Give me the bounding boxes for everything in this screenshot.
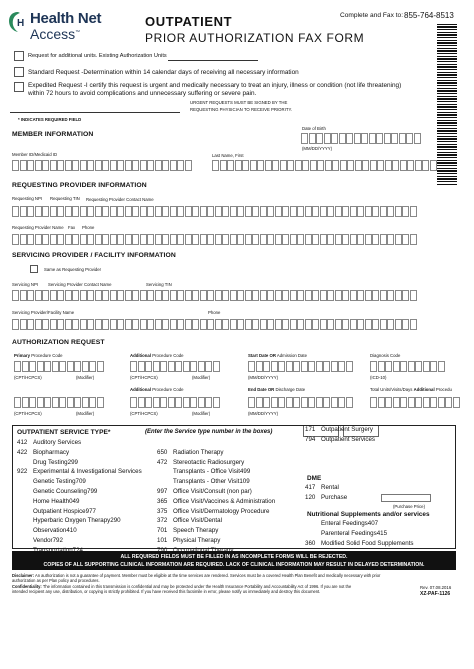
service-col-1 xyxy=(17,438,157,556)
service-code: 171 xyxy=(305,426,316,433)
additional-units-label: Request for additional units. Existing Authorization Units xyxy=(28,53,167,59)
cpt-format-2: (CPT/HCPCS) xyxy=(130,375,158,380)
service-item xyxy=(17,487,157,497)
requesting-npi-label: Requesting NPI xyxy=(12,196,43,201)
service-code: 997 xyxy=(157,487,168,495)
logo-text-line2: Access™ xyxy=(30,26,81,42)
service-item xyxy=(157,516,307,526)
end-date-boxes[interactable] xyxy=(248,397,353,408)
service-code: 422 xyxy=(17,448,28,456)
service-item xyxy=(157,458,307,468)
signature-line[interactable] xyxy=(10,112,180,113)
date-format-1: (MM/DD/YYYY) xyxy=(248,375,279,380)
cpt-format-4: (CPT/HCPCS) xyxy=(130,411,158,416)
service-label: Drug Testing299 xyxy=(33,458,78,466)
urgent-note-2: REQUESTING PHYSICIAN TO RECEIVE PRIORITY. xyxy=(190,107,292,112)
service-item xyxy=(305,435,455,445)
units-line xyxy=(168,60,258,61)
service-label: Experimental & Investigational Services xyxy=(33,468,142,476)
requesting-tin-label: Requesting TIN xyxy=(50,196,80,201)
service-label: Outpatient Hospice977 xyxy=(33,507,96,515)
notice-line-2: COPIES OF ALL SUPPORTING CLINICAL INFORMATION ARE REQUIRED. LACK OF CLINICAL INFORMATION MAY RESULT IN DELAYED DETERMINATION. xyxy=(43,562,425,568)
primary-proc-boxes-2[interactable] xyxy=(14,397,104,408)
barcode xyxy=(437,24,457,186)
service-label: Rental xyxy=(321,484,339,491)
required-note: * INDICATES REQUIRED FIELD xyxy=(18,117,82,122)
icd-format: (ICD-10) xyxy=(370,375,387,380)
service-code: 417 xyxy=(305,484,316,491)
service-code: 922 xyxy=(17,468,28,476)
service-label: Physical Therapy xyxy=(173,536,221,544)
cpt-format-3: (CPT/HCPCS) xyxy=(14,411,42,416)
svg-text:H: H xyxy=(17,18,25,29)
expedited-request-line1: Expedited Request -I certify this request is urgent and medically necessary to treat an injury, illness or condition (not life threatening) xyxy=(28,82,402,89)
purchase-price-input[interactable] xyxy=(381,494,431,502)
service-label: Genetic Counseling799 xyxy=(33,487,98,495)
logo xyxy=(8,8,118,48)
servicing-tin-label: Servicing TIN xyxy=(146,282,172,287)
member-name-boxes[interactable] xyxy=(212,160,437,171)
mod-format-4: (Modifier) xyxy=(192,411,211,416)
units-boxes[interactable] xyxy=(370,397,460,408)
service-item xyxy=(17,497,157,507)
service-label: Transplants - Office Visit499 xyxy=(173,468,251,476)
form-subtitle: PRIOR AUTHORIZATION FAX FORM xyxy=(145,31,365,45)
service-item xyxy=(157,467,307,477)
member-id-boxes[interactable] xyxy=(12,160,192,171)
notice-line-1: ALL REQUIRED FIELDS MUST BE FILLED IN AS INCOMPLETE FORMS WILL BE REJECTED. xyxy=(120,554,348,560)
additional-proc-label-2: Additional Procedure Code xyxy=(130,387,184,392)
start-date-label: Start Date OR Admission Date xyxy=(248,353,307,358)
service-label: Auditory Services xyxy=(33,439,82,446)
additional-proc-label-1: Additional Procedure Code xyxy=(130,353,184,358)
same-as-requesting-checkbox[interactable] xyxy=(30,265,38,273)
service-item xyxy=(17,516,157,526)
revision: Rev. 07.08.2016 xyxy=(420,585,452,590)
service-item xyxy=(157,536,307,546)
disclaimer: Disclaimer: An authorization is not a guarantee of payment. Member must be eligible at the time services are rendered. Services must be a covered Health Plan Benefit and medically necessary with prior authorization as per Plan policy and procedures. Confidentiality: The information contained in this transmission is confidential and may be protected under the Health Insurance Portability and Accountability Act of 1996. If you are not the intended recipient any use, distribution, or copying is strictly prohibited. If you have received this facsimile in error, please notify us immediately and destroy this document. xyxy=(12,573,381,594)
service-label: Radiation Therapy xyxy=(173,448,224,456)
member-heading: MEMBER INFORMATION xyxy=(12,131,94,138)
notice-bar xyxy=(12,551,456,570)
service-label: Speech Therapy xyxy=(173,527,219,535)
expedited-request-line2: within 72 hours to avoid complications and unnecessary suffering or severe pain. xyxy=(28,90,257,97)
service-item xyxy=(157,487,307,497)
requesting-name-label: Requesting Provider Name xyxy=(12,225,64,230)
service-item xyxy=(17,448,157,458)
service-item xyxy=(305,519,455,529)
primary-proc-boxes[interactable] xyxy=(14,361,104,372)
dob-label: Date of Birth xyxy=(302,126,326,131)
additional-units-checkbox[interactable] xyxy=(14,51,24,61)
dme-heading: DME xyxy=(307,475,322,482)
expedited-request-checkbox[interactable] xyxy=(14,82,24,92)
service-item xyxy=(305,529,455,539)
service-item xyxy=(17,526,157,536)
service-item xyxy=(305,425,455,435)
fax-number: 855-764-8513 xyxy=(404,11,454,20)
diag-code-label: Diagnosis Code xyxy=(370,353,401,358)
servicing-phone-label: Phone xyxy=(208,310,221,315)
additional-proc-boxes-1[interactable] xyxy=(130,361,220,372)
service-item xyxy=(305,493,455,503)
service-type-instruction: (Enter the Service type number in the boxes) xyxy=(145,429,273,435)
member-name-label: Last Name, First xyxy=(212,153,244,158)
service-code: 365 xyxy=(157,497,168,505)
service-label: Office Visit/Vaccines & Administration xyxy=(173,497,276,505)
service-label: Biopharmacy xyxy=(33,448,70,456)
service-item xyxy=(17,507,157,517)
logo-mark-icon xyxy=(8,11,28,33)
end-date-label: End Date OR Discharge Date xyxy=(248,387,306,392)
dme-list xyxy=(305,483,455,503)
service-code: 375 xyxy=(157,507,168,515)
requesting-fax-label: Fax xyxy=(68,225,76,230)
service-code: 372 xyxy=(157,517,168,525)
service-item xyxy=(157,438,307,448)
service-item xyxy=(17,477,157,487)
service-type-panel xyxy=(12,425,456,549)
servicing-npi-label: Servicing NPI xyxy=(12,282,39,287)
standard-request-label: Standard Request -Determination within 14 calendar days of receiving all necessary information xyxy=(28,69,299,76)
service-item xyxy=(305,539,455,549)
service-type-heading: OUTPATIENT SERVICE TYPE* xyxy=(17,429,111,436)
requesting-name-boxes[interactable] xyxy=(12,234,417,245)
urgent-note-1: URGENT REQUESTS MUST BE SIGNED BY THE xyxy=(190,100,288,105)
service-item xyxy=(17,458,157,468)
auth-heading: AUTHORIZATION REQUEST xyxy=(12,339,105,346)
service-label: Outpatient Services xyxy=(321,435,375,443)
service-label: Home Health049 xyxy=(33,497,80,505)
service-label: Office Visit/Dental xyxy=(173,517,222,525)
requesting-heading: REQUESTING PROVIDER INFORMATION xyxy=(12,182,147,189)
nutri-heading: Nutritional Supplements and/or services xyxy=(307,511,430,518)
nutri-list xyxy=(305,519,455,548)
service-label: Genetic Testing709 xyxy=(33,478,86,486)
servicing-npi-boxes[interactable] xyxy=(12,290,417,301)
service-col-2 xyxy=(157,438,307,556)
service-label: Outpatient Surgery xyxy=(321,426,373,433)
service-label: Enteral Feedings407 xyxy=(321,520,379,527)
service-item xyxy=(157,526,307,536)
primary-proc-label: Primary Procedure Code xyxy=(14,353,63,358)
units-label: Total Units/Visits/Days Additional Procedu xyxy=(370,387,452,392)
service-item xyxy=(157,477,307,487)
service-item xyxy=(17,438,157,448)
member-id-label: Member ID/Medicaid ID xyxy=(12,152,58,157)
mod-format-2: (Modifier) xyxy=(192,375,211,380)
service-col-3 xyxy=(305,425,455,445)
service-label: Vendor792 xyxy=(33,536,63,544)
dob-format: (MM/DD/YYYY) xyxy=(302,146,333,151)
service-label: Purchase xyxy=(321,493,348,501)
same-as-requesting-label: Same as Requesting Provider xyxy=(44,267,102,272)
service-code: 120 xyxy=(305,493,316,501)
requesting-contact-label: Requesting Provider Contact Name xyxy=(86,197,154,202)
service-label: Stereotactic Radiosurgery xyxy=(173,458,245,466)
service-code: 412 xyxy=(17,439,28,446)
requesting-phone-label: Phone xyxy=(82,225,95,230)
servicing-contact-label: Servicing Provider Contact Name xyxy=(48,282,112,287)
logo-text-line1: Health Net xyxy=(30,10,102,27)
service-label: Office Visit/Consult (non par) xyxy=(173,487,252,495)
diag-code-boxes[interactable] xyxy=(370,361,445,372)
service-label: Observation410 xyxy=(33,527,77,535)
service-code: 472 xyxy=(157,458,168,466)
service-label: Hyperbaric Oxygen Therapy290 xyxy=(33,517,121,525)
service-code: 701 xyxy=(157,527,168,535)
service-item xyxy=(17,536,157,546)
purchase-price-label: (Purchase Price) xyxy=(393,504,425,509)
service-label: Modified Solid Food Supplements xyxy=(321,539,414,547)
cpt-format-1: (CPT/HCPCS) xyxy=(14,375,42,380)
standard-request-checkbox[interactable] xyxy=(14,67,24,77)
service-code: 101 xyxy=(157,536,168,544)
servicing-name-label: Servicing Provider/Facility Name xyxy=(12,310,75,315)
service-item xyxy=(305,483,455,493)
form-code: XZ-PAF-1126 xyxy=(420,591,451,597)
mod-format-1: (Modifier) xyxy=(76,375,95,380)
service-code: 650 xyxy=(157,448,168,456)
service-item xyxy=(157,497,307,507)
service-item xyxy=(17,467,157,477)
service-item xyxy=(157,448,307,458)
date-format-2: (MM/DD/YYYY) xyxy=(248,411,279,416)
service-code: 794 xyxy=(305,435,316,443)
service-label: Office Visit/Dermatology Procedure xyxy=(173,507,270,515)
fax-label: Complete and Fax to: xyxy=(340,12,404,19)
service-item xyxy=(157,507,307,517)
service-code: 360 xyxy=(305,539,316,547)
requesting-npi-boxes[interactable] xyxy=(12,206,417,217)
start-date-boxes[interactable] xyxy=(248,361,353,372)
form-title: OUTPATIENT xyxy=(145,14,233,29)
mod-format-3: (Modifier) xyxy=(76,411,95,416)
service-label: Parenteral Feedings415 xyxy=(321,529,388,537)
servicing-heading: SERVICING PROVIDER / FACILITY INFORMATION xyxy=(12,252,176,259)
dob-boxes[interactable] xyxy=(301,133,421,144)
additional-proc-boxes-2[interactable] xyxy=(130,397,220,408)
service-label: Transplants - Other Visit109 xyxy=(173,478,250,486)
servicing-name-boxes[interactable] xyxy=(12,319,417,330)
